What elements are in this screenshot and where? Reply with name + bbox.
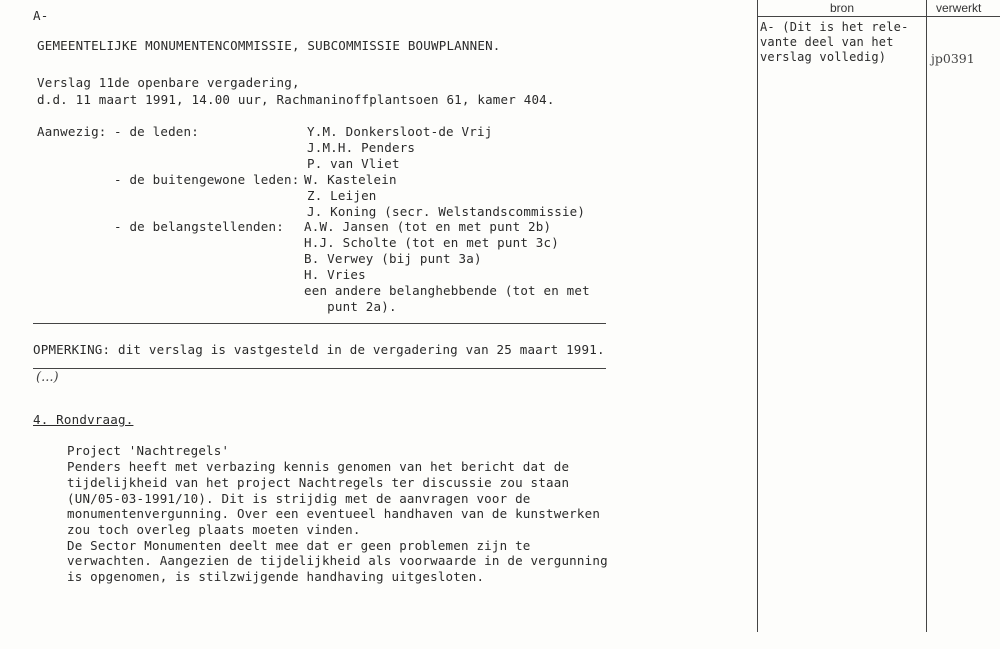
column-header-bron: bron: [830, 1, 855, 15]
attendee-name: Z. Leijen: [307, 188, 377, 203]
margin-column-divider: [926, 0, 927, 632]
report-line-1: Verslag 11de openbare vergadering,: [37, 75, 300, 90]
attendee-name: H. Vries: [304, 267, 366, 282]
body-line: tijdelijkheid van het project Nachtregels ter discussie zou staan: [67, 475, 570, 490]
attendee-name: een andere belanghebbende (tot en met: [304, 283, 590, 298]
divider-top: [33, 323, 606, 324]
bron-line: verslag volledig): [760, 50, 887, 64]
project-title: Project 'Nachtregels': [67, 443, 230, 458]
body-line: zou toch overleg plaats moeten vinden.: [67, 522, 361, 537]
attendee-name: punt 2a).: [304, 299, 397, 314]
attendance-group-interested-label: - de belangstellenden:: [114, 219, 284, 234]
body-line: is opgenomen, is stilzwijgende handhaving uitgesloten.: [67, 569, 485, 584]
verwerkt-value: jp0391: [931, 51, 975, 66]
margin-left-border: [757, 0, 758, 632]
attendance-label: Aanwezig:: [37, 124, 107, 139]
section-title: 4. Rondvraag.: [33, 412, 134, 427]
document-heading: GEMEENTELIJKE MONUMENTENCOMMISSIE, SUBCOMMISSIE BOUWPLANNEN.: [37, 38, 501, 53]
attendance-group-extraordinary-label: - de buitengewone leden:: [114, 172, 300, 187]
bron-line: vante deel van het: [760, 35, 894, 49]
column-header-verwerkt: verwerkt: [936, 1, 982, 15]
body-line: De Sector Monumenten deelt mee dat er geen problemen zijn te: [67, 538, 531, 553]
attendee-name: P. van Vliet: [307, 156, 400, 171]
attendee-name: B. Verwey (bij punt 3a): [304, 251, 482, 266]
body-line: Penders heeft met verbazing kennis genomen van het bericht dat de: [67, 459, 570, 474]
report-line-2: d.d. 11 maart 1991, 14.00 uur, Rachmaninoffplantsoen 61, kamer 404.: [37, 92, 555, 107]
body-line: verwachten. Aangezien de tijdelijkheid als voorwaarde in de vergunning: [67, 553, 608, 568]
body-line: (UN/05-03-1991/10). Dit is strijdig met de aanvragen voor de: [67, 491, 531, 506]
ellipsis-note: (...): [36, 370, 59, 385]
attendee-name: W. Kastelein: [304, 172, 397, 187]
attendance-group-members-label: - de leden:: [114, 124, 199, 139]
bron-line: A- (Dit is het rele-: [760, 20, 909, 34]
margin-header-rule: [757, 16, 1000, 17]
remark-text: OPMERKING: dit verslag is vastgesteld in de vergadering van 25 maart 1991.: [33, 342, 605, 357]
attendee-name: H.J. Scholte (tot en met punt 3c): [304, 235, 559, 250]
attendee-name: A.W. Jansen (tot en met punt 2b): [304, 219, 552, 234]
body-line: monumentenvergunning. Over een eventueel handhaven van de kunstwerken: [67, 506, 601, 521]
attendee-name: J.M.H. Penders: [307, 140, 416, 155]
corner-mark: A-: [33, 8, 49, 23]
attendee-name: Y.M. Donkersloot-de Vrij: [307, 124, 493, 139]
attendee-name: J. Koning (secr. Welstandscommissie): [307, 204, 586, 219]
divider-bottom: [33, 368, 606, 369]
